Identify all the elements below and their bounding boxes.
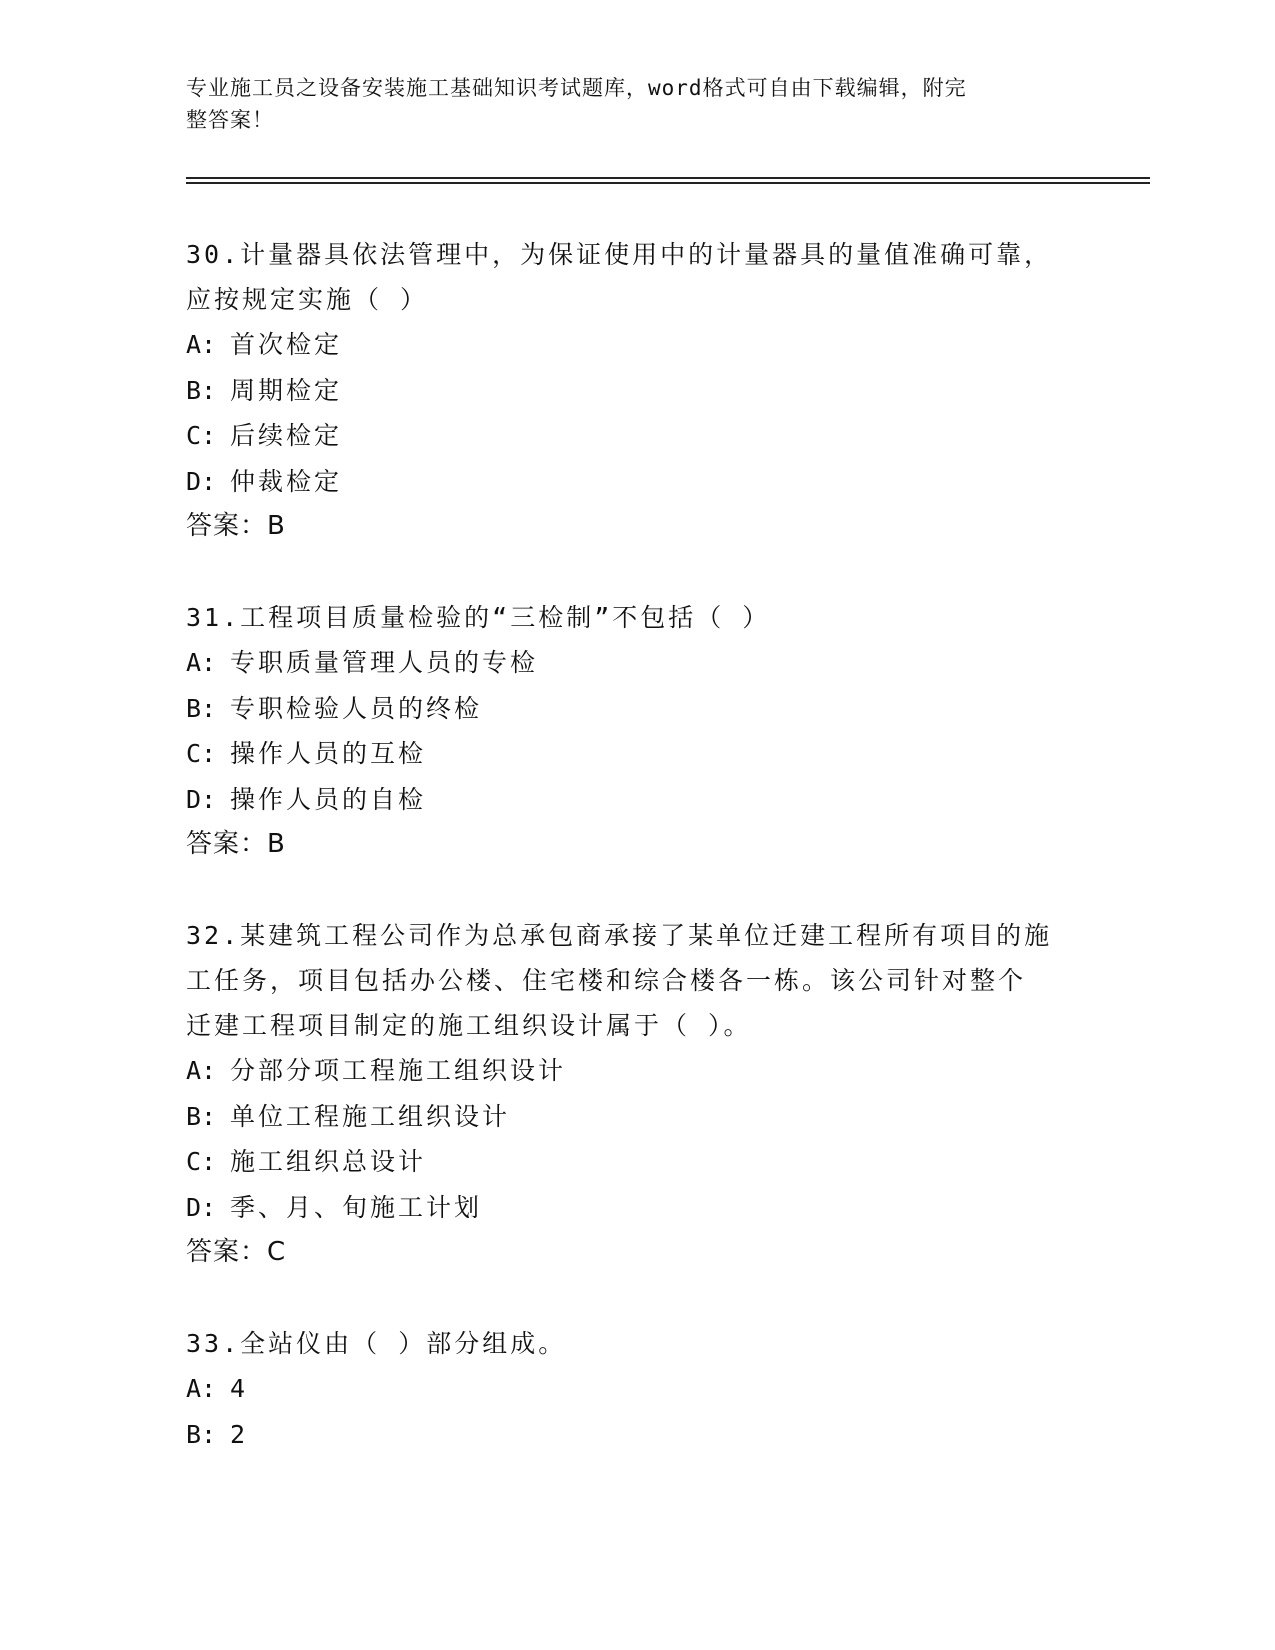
question-number: 33.	[186, 1329, 241, 1358]
option-text: 专职检验人员的终检	[230, 693, 483, 723]
option-key: D:	[186, 1192, 217, 1222]
option-key: A:	[186, 1056, 217, 1085]
option-b	[186, 1094, 1086, 1140]
option-text: 仲裁检定	[230, 466, 343, 496]
question-text	[186, 595, 1086, 640]
question-line: 全站仪由（ ）部分组成。	[240, 1329, 567, 1358]
option-a	[186, 640, 1086, 686]
option-d	[186, 777, 1086, 823]
option-text: 首次检定	[230, 330, 343, 359]
option-c	[186, 1139, 1086, 1185]
option-a	[186, 1366, 1086, 1412]
question-30	[186, 232, 1086, 549]
question-33	[186, 1321, 1086, 1457]
option-b	[186, 368, 1086, 414]
question-text	[186, 232, 1086, 322]
question-list	[186, 232, 1086, 1503]
question-line: 某建筑工程公司作为总承包商承接了某单位迁建工程所有项目的施	[240, 921, 1053, 950]
option-d	[186, 459, 1086, 505]
option-text: 单位工程施工组织设计	[230, 1101, 511, 1131]
question-31	[186, 595, 1086, 867]
question-number: 32.	[186, 921, 241, 950]
question-32	[186, 913, 1086, 1275]
option-key: B:	[186, 1101, 217, 1131]
option-text: 后续检定	[230, 421, 343, 450]
option-text: 分部分项工程施工组织设计	[230, 1056, 567, 1085]
question-line: 工任务，项目包括办公楼、住宅楼和综合楼各一栋。该公司针对整个	[186, 966, 1027, 995]
header-line-2: 整答案！	[186, 108, 274, 132]
question-line: 计量器具依法管理中，为保证使用中的计量器具的量值准确可靠，	[240, 240, 1053, 269]
option-key: C:	[186, 1147, 217, 1176]
answer-line: 答案：B	[186, 511, 286, 541]
option-a	[186, 322, 1086, 368]
option-a	[186, 1048, 1086, 1094]
option-key: C:	[186, 421, 217, 450]
question-number: 31.	[186, 603, 241, 632]
option-b	[186, 1412, 1086, 1458]
option-key: B:	[186, 375, 217, 405]
option-key: A:	[186, 648, 217, 677]
option-b	[186, 686, 1086, 732]
answer-line: 答案：C	[186, 1237, 287, 1267]
option-key: B:	[186, 693, 217, 723]
option-text: 4	[230, 1374, 249, 1403]
header-line-1: 专业施工员之设备安装施工基础知识考试题库，word格式可自由下载编辑，附完	[186, 76, 967, 100]
question-line: 迁建工程项目制定的施工组织设计属于（ ）。	[186, 1011, 752, 1040]
option-key: B:	[186, 1419, 217, 1449]
question-line: 应按规定实施（ ）	[186, 285, 429, 314]
option-c	[186, 413, 1086, 459]
option-d	[186, 1185, 1086, 1231]
option-c	[186, 731, 1086, 777]
option-key: A:	[186, 330, 217, 359]
option-text: 2	[230, 1419, 249, 1449]
option-key: D:	[186, 784, 217, 814]
header-divider-top	[186, 177, 1150, 179]
question-number: 30.	[186, 240, 241, 269]
option-text: 周期检定	[230, 375, 343, 405]
option-text: 施工组织总设计	[230, 1147, 427, 1176]
option-text: 操作人员的自检	[230, 784, 427, 814]
option-text: 操作人员的互检	[230, 739, 427, 768]
option-key: D:	[186, 466, 217, 496]
question-line: 工程项目质量检验的“三检制”不包括（ ）	[240, 603, 771, 632]
question-text	[186, 913, 1086, 1048]
header-divider-bottom	[186, 182, 1150, 184]
option-text: 季、月、旬施工计划	[230, 1192, 483, 1222]
option-key: C:	[186, 739, 217, 768]
question-text	[186, 1321, 1086, 1366]
option-key: A:	[186, 1374, 217, 1403]
option-text: 专职质量管理人员的专检	[230, 648, 539, 677]
answer-line: 答案：B	[186, 829, 286, 859]
document-header	[186, 72, 1066, 136]
